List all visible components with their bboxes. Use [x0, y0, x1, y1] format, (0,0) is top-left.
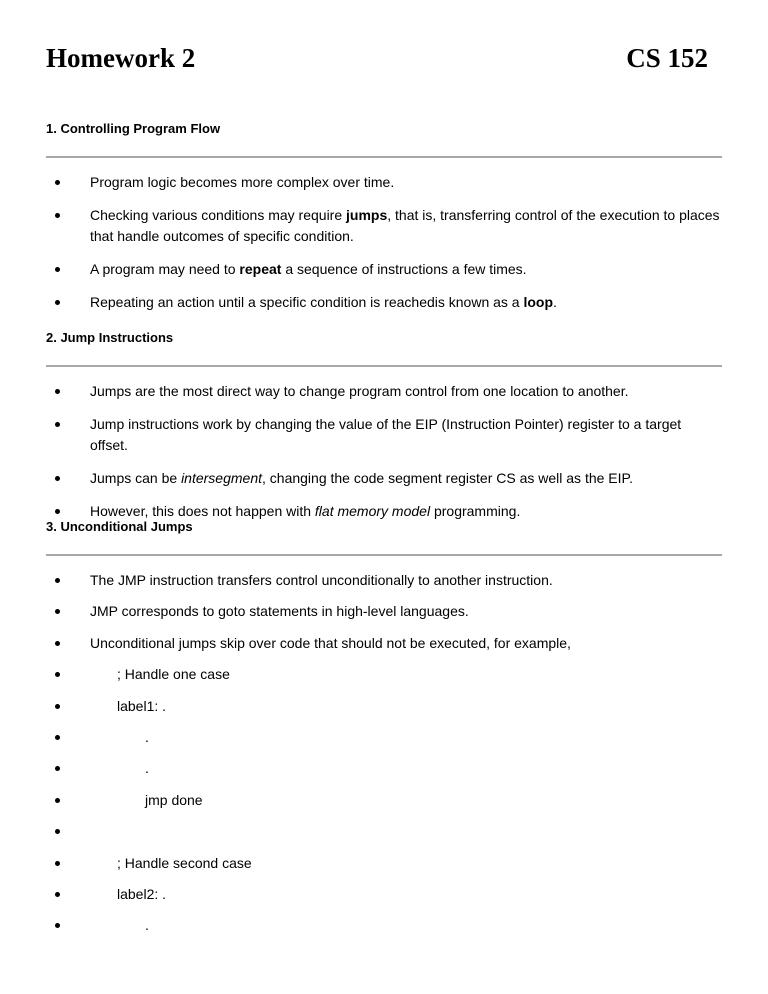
bullet-icon: [55, 672, 60, 677]
course-code: CS 152: [626, 43, 708, 73]
section-heading: 1. Controlling Program Flow: [46, 121, 221, 136]
text-run: JMP corresponds to goto statements in high-level languages.: [90, 603, 469, 620]
text-run: .: [145, 917, 149, 934]
section-heading: 3. Unconditional Jumps: [46, 519, 193, 534]
bullet-icon: [55, 213, 60, 218]
list-item: [46, 601, 722, 622]
list-item: [46, 915, 722, 936]
list-item: [46, 821, 722, 842]
text-run: , that is, transferring control of the execution to places that handle outcomes of specific condition.: [90, 207, 720, 244]
list-item-text: [90, 727, 722, 748]
bullet-icon: [55, 829, 60, 834]
text-run: Jump instructions work by changing the value of the EIP (Instruction Pointer) register to a target offset.: [90, 416, 682, 453]
bullet-icon: [55, 892, 60, 897]
text-run: , changing the code segment register CS as well as the EIP.: [262, 470, 633, 486]
list-item: [46, 570, 722, 591]
list-item-text: [90, 259, 722, 280]
list-item: [46, 664, 722, 685]
bullet-icon: [55, 476, 60, 481]
bullet-icon: [55, 609, 60, 614]
document-title: Homework 2: [46, 43, 196, 73]
list-item: [46, 884, 722, 905]
text-run: .: [553, 294, 557, 310]
list-item-text: [90, 205, 722, 247]
list-item-text: [90, 758, 722, 779]
text-run: .: [145, 728, 149, 745]
bullet-list: [46, 570, 722, 936]
bullet-icon: [55, 578, 60, 583]
text-run: However, this does not happen with: [90, 503, 315, 519]
list-item-text: [90, 172, 722, 193]
text-run: The JMP instruction transfers control unconditionally to another instruction.: [90, 572, 553, 588]
divider: [46, 554, 722, 556]
text-run: Unconditional jumps skip over code that should not be executed, for example,: [90, 634, 571, 651]
list-item: [46, 758, 722, 779]
list-item: [46, 853, 722, 874]
list-item: [46, 790, 722, 811]
bullet-icon: [55, 704, 60, 709]
italic-term: flat memory model: [314, 503, 431, 519]
bullet-icon: [55, 766, 60, 771]
list-item-text: [90, 696, 722, 717]
bullet-icon: [55, 180, 60, 185]
bullet-icon: [55, 861, 60, 866]
bullet-icon: [55, 422, 60, 427]
bullet-icon: [55, 300, 60, 305]
section-unconditional-jumps: [46, 518, 722, 947]
list-item: [46, 259, 722, 280]
text-run: Repeating an action until a specific condition is reachedis known as a: [90, 294, 524, 310]
list-item: [46, 727, 722, 748]
list-item-text: [90, 570, 722, 591]
bullet-icon: [55, 735, 60, 740]
list-item: [46, 468, 722, 489]
text-run: A program may need to: [90, 261, 240, 277]
list-item-text: [90, 601, 722, 622]
bullet-icon: [55, 267, 60, 272]
list-item-text: [90, 790, 722, 811]
italic-term: intersegment: [181, 470, 262, 486]
list-item: [46, 414, 722, 456]
text-run: label2: .: [117, 885, 167, 902]
list-item: [46, 172, 722, 193]
text-run: Jumps can be: [90, 470, 182, 486]
bold-term: repeat: [239, 261, 282, 277]
text-run: Jumps are the most direct way to change program control from one location to another.: [90, 383, 629, 399]
list-item-text: [90, 853, 722, 874]
text-run: Checking various conditions may require: [90, 207, 347, 223]
text-run: ; Handle second case: [117, 854, 252, 871]
bullet-icon: [55, 509, 60, 514]
divider: [46, 156, 722, 158]
bold-term: loop: [523, 294, 554, 310]
text-run: jmp done: [145, 791, 203, 808]
list-item-text: [90, 292, 722, 313]
bullet-icon: [55, 641, 60, 646]
section-controlling-program-flow: [46, 120, 722, 325]
list-item-text: [90, 414, 722, 456]
list-item-text: [90, 664, 722, 685]
list-item: [46, 633, 722, 654]
bold-term: jumps: [346, 207, 388, 223]
text-run: label1: .: [117, 697, 167, 714]
list-item-text: [90, 468, 722, 489]
bullet-list: [46, 172, 722, 313]
section-heading: 2. Jump Instructions: [46, 330, 174, 345]
text-run: ; Handle one case: [117, 666, 230, 683]
list-item: [46, 205, 722, 247]
text-run: .: [145, 760, 149, 777]
text-run: Program logic becomes more complex over time.: [90, 174, 395, 190]
list-item: [46, 381, 722, 402]
list-item-text: [90, 915, 722, 936]
bullet-icon: [55, 923, 60, 928]
list-item: [46, 292, 722, 313]
bullet-icon: [55, 798, 60, 803]
bullet-list: [46, 381, 722, 522]
section-jump-instructions: [46, 329, 722, 534]
list-item: [46, 696, 722, 717]
list-item-text: [90, 381, 722, 402]
list-item-text: [90, 633, 722, 654]
bullet-icon: [55, 389, 60, 394]
divider: [46, 365, 722, 367]
text-run: programming.: [430, 503, 521, 519]
list-item-text: [90, 821, 722, 842]
list-item-text: [90, 884, 722, 905]
text-run: a sequence of instructions a few times.: [281, 261, 527, 277]
